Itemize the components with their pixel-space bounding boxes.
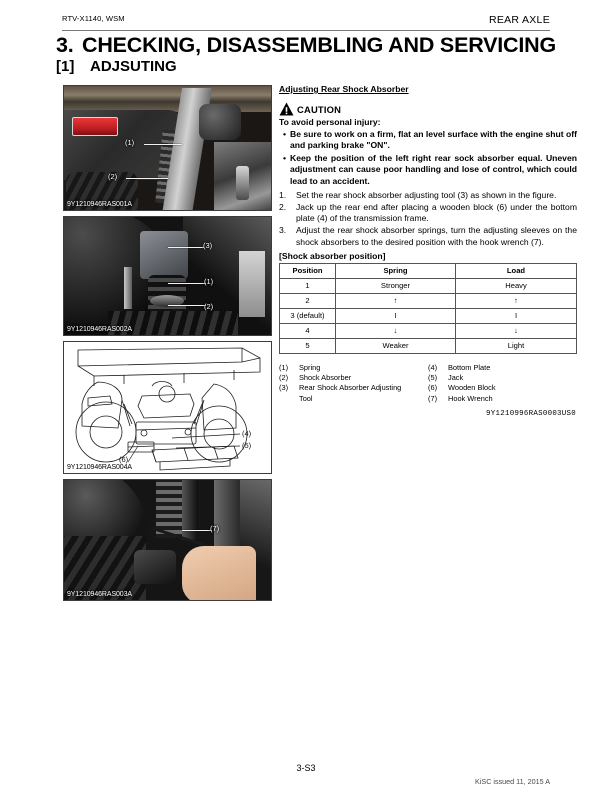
- legend-number: (7): [428, 393, 438, 403]
- bullet-marker: •: [282, 129, 286, 139]
- photo-adjusting-tool-body: [140, 231, 188, 279]
- legend-column-right: [428, 363, 577, 404]
- figure-hook-wrench-use: [63, 479, 272, 601]
- legend-column-left: [279, 363, 428, 404]
- table-row: [280, 309, 577, 324]
- figure-callout-hook-wrench: (7): [210, 524, 220, 533]
- caution-bullet: [279, 153, 577, 187]
- figure-callout-shock-2: (2): [204, 302, 214, 311]
- legend-number: (1): [279, 363, 289, 373]
- caution-intro: To avoid personal injury:: [279, 117, 381, 127]
- cell-spring: ↓: [336, 324, 456, 339]
- cell-spring: I: [336, 309, 456, 324]
- step-text: Jack up the rear end after placing a wooden block (6) under the bottom plate (4) of the transmission frame.: [296, 201, 577, 224]
- table-row: [280, 294, 577, 309]
- photo-technician-hand: [182, 546, 256, 601]
- cell-position: 4: [280, 324, 336, 339]
- step-number: 2.: [279, 201, 287, 212]
- photo-taillight: [72, 117, 118, 136]
- footer-note: KiSC issued 11, 2015 A: [475, 777, 550, 786]
- warning-triangle-icon: [279, 102, 294, 116]
- caution-bullet-text: Keep the position of the left right rear sock absorber equal. Uneven adjustment can cause poor handling and lose of control, which could lead to an accident.: [290, 152, 577, 186]
- column-header-load: Load: [456, 264, 577, 279]
- figure-jack-placement-drawing: [63, 341, 272, 474]
- leader-line-7: [182, 530, 212, 531]
- step-text: Set the rear shock absorber adjusting tool (3) as shown in the figure.: [296, 190, 557, 201]
- figure-caption-1: 9Y1210946RAS001A: [67, 201, 132, 208]
- step-number: 1.: [279, 190, 287, 201]
- legend-label: Rear Shock Absorber Adjusting: [299, 383, 402, 393]
- table-row: [280, 279, 577, 294]
- reference-code: 9Y1210996RAS0003US0: [486, 409, 576, 418]
- leader-line-2b: [168, 305, 206, 306]
- column-header-spring: Spring: [336, 264, 456, 279]
- page-number: 3-S3: [296, 763, 316, 773]
- caution-label: CAUTION: [297, 103, 342, 115]
- column-header-position: Position: [280, 264, 336, 279]
- legend-label: Wooden Block: [448, 383, 496, 393]
- figure-callout-tool: (3): [203, 241, 213, 250]
- cell-position: 2: [280, 294, 336, 309]
- shock-absorber-position-table: [279, 263, 577, 354]
- legend-item: [279, 383, 428, 393]
- cell-spring: Weaker: [336, 339, 456, 354]
- section-title-text: ADJSUTING: [90, 58, 177, 75]
- photo-tool-rod: [124, 267, 132, 309]
- figure-callout-shock: (2): [108, 172, 118, 181]
- photo-canister: [199, 104, 241, 140]
- step-text: Adjust the rear shock absorber springs, turn the adjusting sleeves on the shock absorbers to the desired position with the hook wrench (7).: [296, 225, 577, 247]
- table-row: [280, 339, 577, 354]
- cell-load: Light: [456, 339, 577, 354]
- figure-callout-bottom-plate: (4): [242, 429, 252, 438]
- legend-label: Shock Absorber: [299, 373, 352, 383]
- header-model: RTV-X1140, WSM: [62, 14, 125, 23]
- figure-caption-3: 9Y1210946RAS004A: [67, 464, 132, 471]
- cell-spring: Stronger: [336, 279, 456, 294]
- caution-header: [279, 102, 577, 116]
- cell-spring: ↑: [336, 294, 456, 309]
- table-row: [280, 324, 577, 339]
- step-number: 3.: [279, 225, 287, 236]
- chapter-number: 3.: [56, 33, 74, 57]
- legend-item: [428, 394, 577, 404]
- figure-caption-4: 9Y1210946RAS003A: [67, 591, 132, 598]
- procedure-step: [279, 225, 577, 248]
- figure-callout-wooden-block: (6): [119, 455, 129, 464]
- figure-column: [63, 85, 272, 606]
- leader-line-3: [168, 247, 204, 248]
- procedure-step: [279, 190, 577, 201]
- cell-load: ↓: [456, 324, 577, 339]
- legend-item: [428, 383, 577, 393]
- section-number: [1]: [56, 58, 75, 75]
- bullet-marker: •: [282, 152, 286, 163]
- leader-line-1: [144, 144, 182, 145]
- cell-load: Heavy: [456, 279, 577, 294]
- legend-label: Hook Wrench: [448, 393, 493, 403]
- legend-label: Jack: [448, 373, 464, 383]
- figure-callout-spring-2: (1): [204, 277, 214, 286]
- figure-callout-spring: (1): [125, 138, 135, 147]
- figure-adjusting-tool-installed: [63, 216, 272, 336]
- page-title: [56, 33, 556, 58]
- legend-label-continuation: Tool: [299, 393, 313, 403]
- legend-number: (5): [428, 373, 438, 383]
- legend-label: Bottom Plate: [448, 363, 491, 373]
- photo-shock-bolt: [236, 166, 249, 200]
- leader-line-1b: [168, 283, 206, 284]
- section-title: [56, 58, 456, 75]
- photo-hub-assembly: [134, 550, 176, 584]
- header-section: REAR AXLE: [488, 14, 550, 26]
- caution-bullet: [279, 129, 577, 152]
- table-heading: [Shock absorber position]: [279, 251, 386, 262]
- legend-number: (2): [279, 373, 289, 383]
- photo-side-panel: [239, 251, 265, 317]
- figure-legend: [279, 363, 577, 404]
- legend-label: Spring: [299, 363, 321, 373]
- procedure-step: [279, 202, 577, 225]
- figure-callout-jack: (5): [242, 441, 252, 450]
- cell-position: 3 (default): [280, 309, 336, 324]
- header-divider: [62, 30, 550, 31]
- cell-position: 5: [280, 339, 336, 354]
- line-drawing: [64, 342, 271, 473]
- procedure-steps: [279, 190, 577, 248]
- figure-caption-2: 9Y1210946RAS002A: [67, 326, 132, 333]
- cell-load: I: [456, 309, 577, 324]
- cell-position: 1: [280, 279, 336, 294]
- legend-item: [428, 363, 577, 373]
- legend-item: [428, 373, 577, 383]
- legend-number: (4): [428, 363, 438, 373]
- legend-item: [279, 363, 428, 373]
- caution-bullet-text: Be sure to work on a firm, flat an level surface with the engine shut off and parking brake "ON".: [290, 129, 577, 151]
- legend-number: (6): [428, 383, 438, 393]
- content-column: [279, 84, 577, 418]
- cell-load: ↑: [456, 294, 577, 309]
- chapter-title-text: CHECKING, DISASSEMBLING AND SERVICING: [82, 33, 557, 57]
- table-header-row: [280, 264, 577, 279]
- legend-number: (3): [279, 383, 289, 393]
- figure-rear-axle-overview: [63, 85, 272, 211]
- legend-item: [279, 373, 428, 383]
- leader-line-2: [126, 178, 168, 179]
- procedure-subhead: Adjusting Rear Shock Absorber: [279, 84, 409, 94]
